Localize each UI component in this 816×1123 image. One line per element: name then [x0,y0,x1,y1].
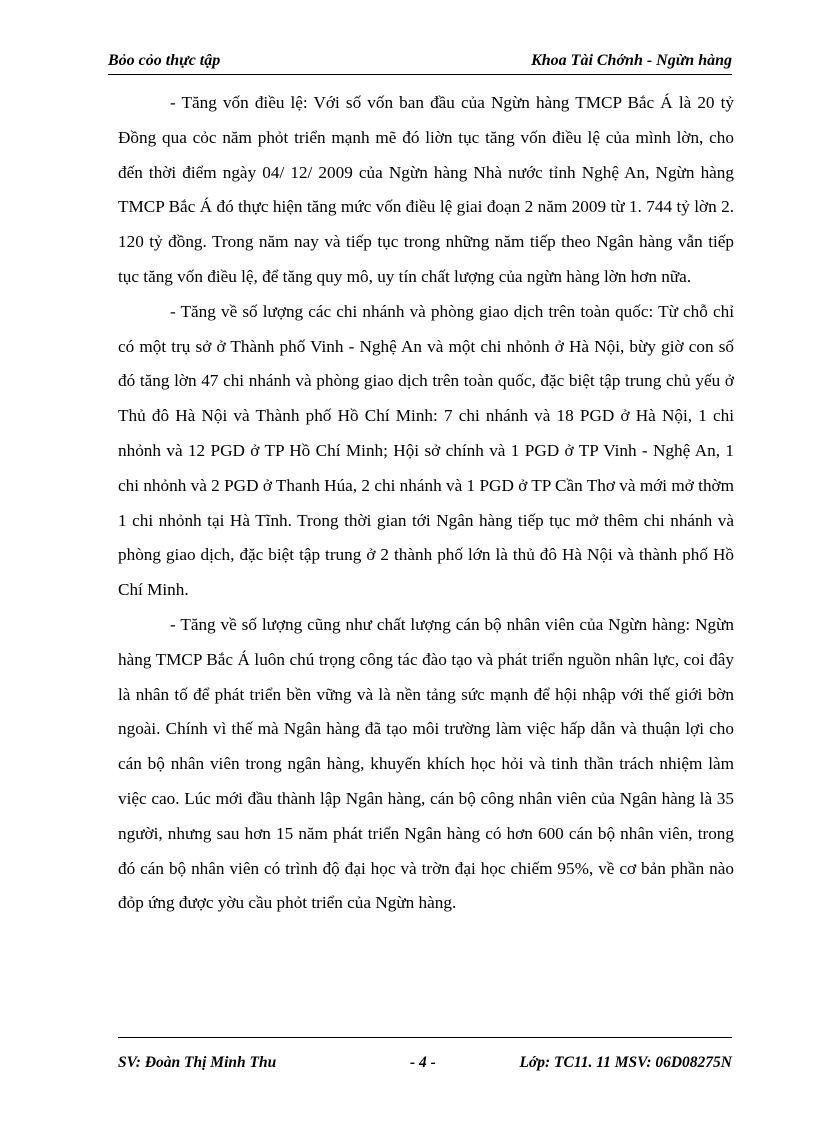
paragraph-branch-network: - Tăng về số lượng các chi nhánh và phòng giao dịch trên toàn quốc: Từ chỗ chỉ có một trụ sở ở Thành phố Vinh - Nghệ An và một chi nhỏnh ở Hà Nội, bừy giờ con số đó tăng lờn 47 chi nhánh và phòng giao dịch trên toàn quốc, đặc biệt tập trung chủ yếu ở Thủ đô Hà Nội và Thành phố Hồ Chí Minh: 7 chi nhánh và 18 PGD ở Hà Nội, 1 chi nhỏnh và 12 PGD ở TP Hồ Chí Minh; Hội sở chính và 1 PGD ở TP Vinh - Nghệ An, 1 chi nhỏnh và 2 PGD ở Thanh Húa, 2 chi nhánh và 1 PGD ở TP Cần Thơ và mới mở thờm 1 chi nhỏnh tại Hà Tĩnh. Trong thời gian tới Ngân hàng tiếp tục mở thêm chi nhánh và phòng giao dịch, đặc biệt tập trung ở 2 thành phố lớn là thủ đô Hà Nội và thành phố Hồ Chí Minh. [118,301,734,600]
paragraph-charter-capital: - Tăng vốn điều lệ: Với số vốn ban đầu của Ngừn hàng TMCP Bắc Á là 20 tỷ Đồng qua cỏc năm phỏt triển mạnh mẽ đó liờn tục tăng vốn điều lệ của mình lờn, cho đến thời điểm ngày 04/ 12/ 2009 của Ngừn hàng Nhà nước tỉnh Nghệ An, Ngừn hàng TMCP Bắc Á đó thực hiện tăng mức vốn điều lệ giai đoạn 2 năm 2009 từ 1. 744 tỷ lờn 2. 120 tỷ đồng. Trong năm nay và tiếp tục trong những năm tiếp theo Ngân hàng vẫn tiếp tục tăng vốn điều lệ, để tăng quy mô, uy tín chất lượng của ngừn hàng lờn hơn nữa. [118,93,734,286]
footer-divider [118,1037,732,1038]
footer-student-name: SV: Đoàn Thị Minh Thu [118,1054,277,1071]
page-content [118,86,734,921]
paragraph-staff: - Tăng về số lượng cũng như chất lượng cán bộ nhân viên của Ngừn hàng: Ngừn hàng TMCP Bắc Á luôn chú trọng công tác đào tạo và phát triển nguồn nhân lực, coi đây là nhân tố để phát triển bền vững và là nền tảng sức mạnh để hội nhập với thế giới bờn ngoài. Chính vì thế mà Ngân hàng đã tạo môi trường làm việc hấp dẫn và thuận lợi cho cán bộ nhân viên trong ngân hàng, khuyến khích học hỏi và tinh thần trách nhiệm làm việc cao. Lúc mới đầu thành lập Ngân hàng, cán bộ công nhân viên của Ngân hàng là 35 người, nhưng sau hơn 15 năm phát triển Ngân hàng có hơn 600 cán bộ nhân viên, trong đó cán bộ nhân viên có trình độ đại học và trờn đại học chiếm 95%, về cơ bản phần nào đỏp ứng được yờu cầu phỏt triển của Ngừn hàng. [118,614,734,913]
page-header [108,50,732,75]
header-report-title: Bỏo cỏo thực tập [108,52,221,69]
footer-page-number: - 4 - [410,1054,436,1071]
header-faculty: Khoa Tài Chớnh - Ngừn hàng [531,52,732,69]
page-footer [118,1054,732,1076]
footer-class-id: Lớp: TC11. 11 MSV: 06D08275N [519,1054,732,1071]
